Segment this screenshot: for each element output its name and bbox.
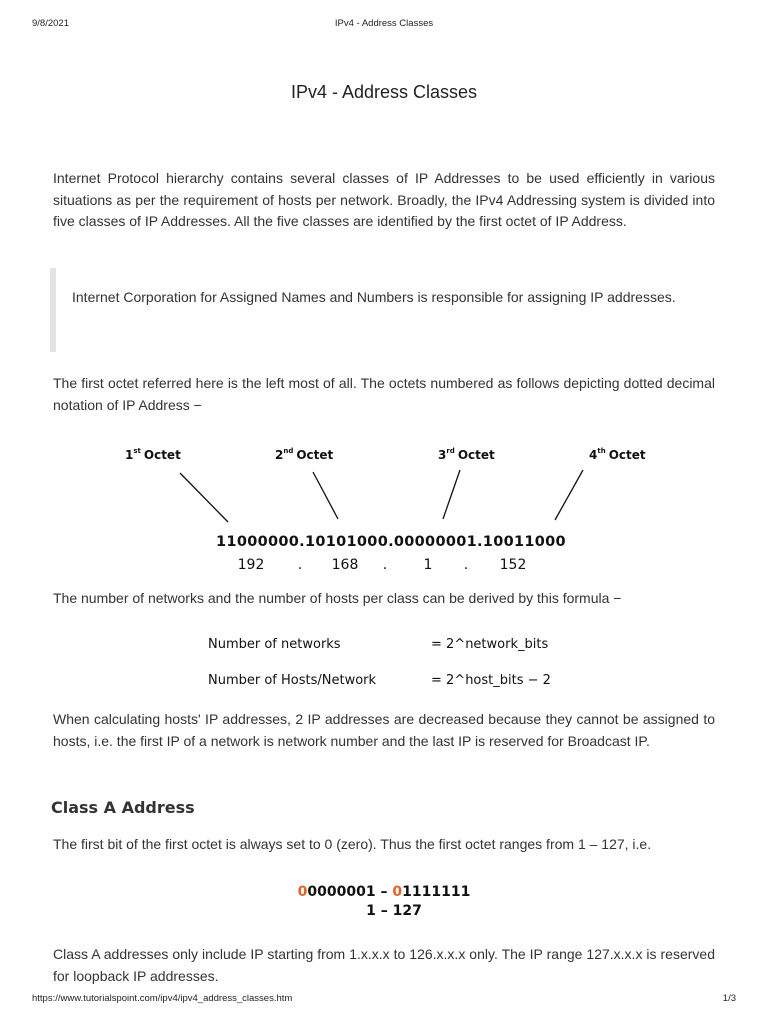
formula-paragraph: The number of networks and the number of hosts per class can be derived by this formula − [53,590,622,606]
intro-paragraph: Internet Protocol hierarchy contains several classes of IP Addresses to be used efficiently in various situations as per the requirement of hosts per network. Broadly, the IPv4 Addressing system is divided into five classes of IP Addresses. All the five classes are identified by the first octet of IP Address. [53,170,715,229]
decimal-octet-2: 168 [331,557,359,573]
pointer-line-1 [180,473,228,522]
pointer-line-2 [313,472,338,519]
formula-value: = 2^network_bits [431,637,549,652]
decimal-dot-1: . [297,557,303,573]
leading-zero-bit: 0 [392,884,403,900]
binary-address: 11000000.10101000.00000001.10011000 [216,534,566,550]
decimal-octet-4: 152 [499,557,527,573]
octet-paragraph: The first octet referred here is the left most of all. The octets numbered as follows depicting dotted decimal notation of IP Address − [53,375,715,413]
octet-diagram [0,440,768,580]
decimal-dot-2: . [382,557,388,573]
print-page-number: 1/3 [722,993,736,1004]
range-start-rest: 0000001 [307,884,376,900]
pointer-line-3 [443,470,460,519]
class-a-decimal-range: 1 – 127 [366,903,422,919]
decimal-octet-3: 1 [423,557,433,573]
class-a-paragraph-2: Class A addresses only include IP starting from 1.x.x.x to 126.x.x.x only. The IP range 127.x.x.x is reserved for loopback IP addresses. [53,946,715,984]
formula-label: Number of Hosts/Network [208,673,377,688]
formula-value: = 2^host_bits − 2 [431,673,551,688]
print-date: 9/8/2021 [32,18,69,29]
octet-label-2: 2nd Octet [275,447,334,462]
class-a-heading: Class A Address [51,798,195,817]
page-title: IPv4 - Address Classes [290,82,478,102]
formula-label: Number of networks [208,637,341,652]
class-a-binary-range [0,884,768,900]
range-separator: – [375,884,393,900]
octet-label-4: 4th Octet [589,447,646,462]
note-blockquote [50,268,718,352]
leading-zero-bit: 0 [297,884,308,900]
range-end-rest: 1111111 [402,884,471,900]
decimal-octet-1: 192 [237,557,265,573]
class-a-paragraph: The first bit of the first octet is always set to 0 (zero). Thus the first octet ranges from 1 – 127, i.e. [53,836,652,852]
pointer-line-4 [555,470,583,520]
decimal-dot-3: . [463,557,469,573]
print-header-title: IPv4 - Address Classes [334,18,434,29]
octet-label-1: 1st Octet [125,447,181,462]
print-footer-url: https://www.tutorialspoint.com/ipv4/ipv4_address_classes.htm [32,993,293,1004]
hosts-paragraph: When calculating hosts' IP addresses, 2 IP addresses are decreased because they cannot be assigned to hosts, i.e. the first IP of a network is network number and the last IP is reserved for Broadcast IP. [53,711,715,749]
octet-label-3: 3rd Octet [438,447,495,462]
note-text: Internet Corporation for Assigned Names and Numbers is responsible for assigning IP addresses. [72,289,676,305]
